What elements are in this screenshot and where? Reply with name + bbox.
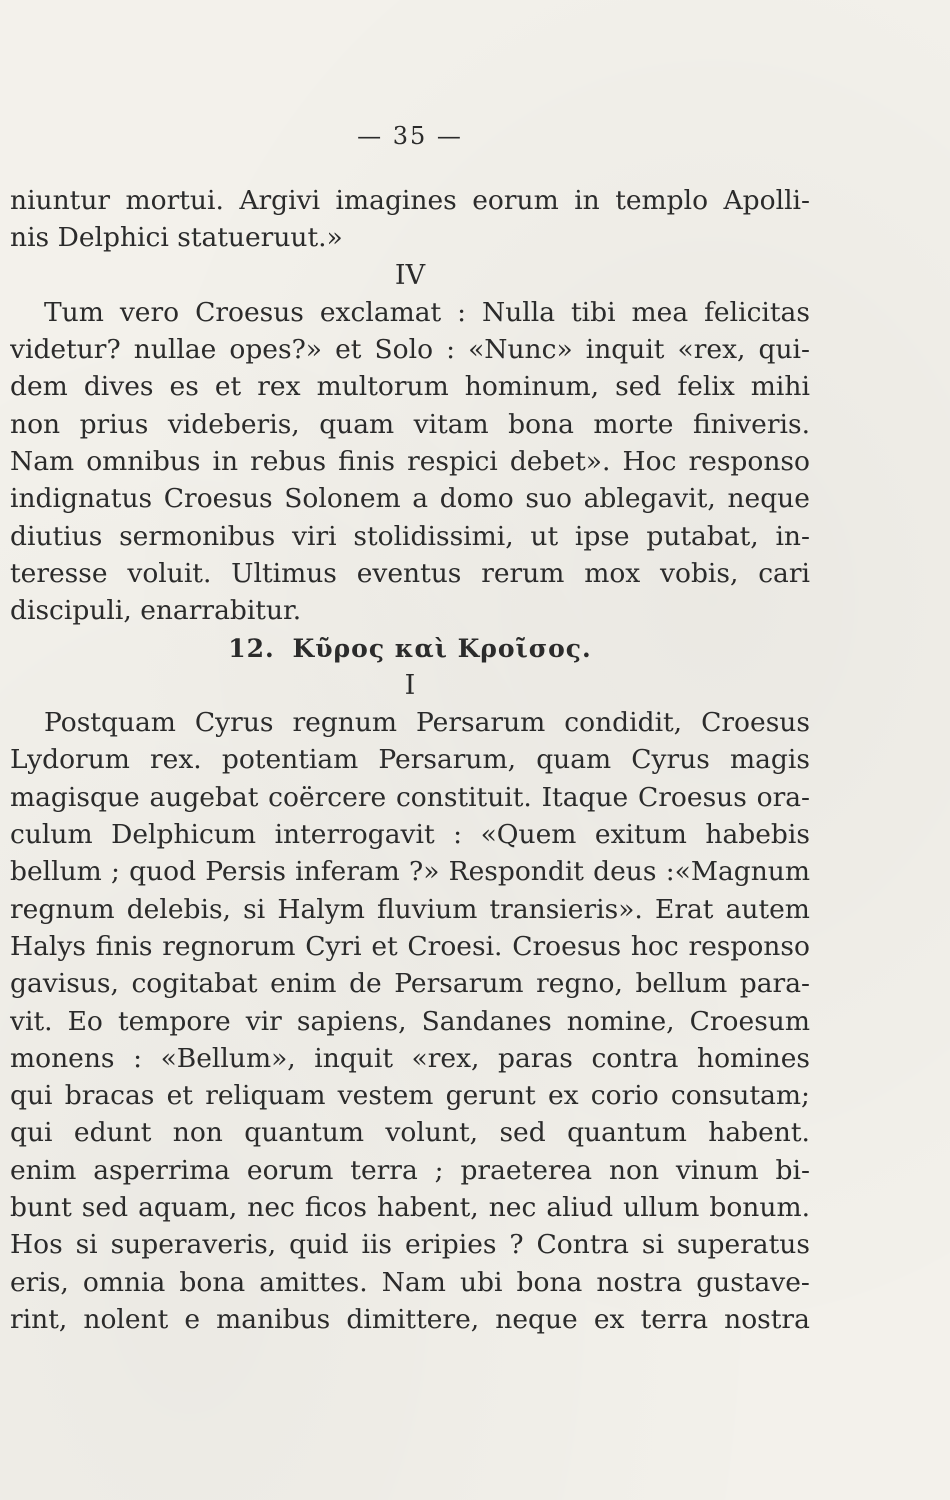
word: rint,	[10, 1303, 68, 1335]
word: non	[10, 408, 61, 440]
word: ;	[111, 856, 120, 888]
word: vobis,	[660, 557, 739, 589]
word: Solo	[374, 334, 434, 366]
text-line	[10, 331, 810, 368]
word: neque	[727, 483, 810, 515]
text-line	[10, 1040, 810, 1077]
word: reliquam	[205, 1080, 326, 1112]
word: tempore	[117, 1005, 231, 1037]
word: quam	[319, 408, 395, 440]
word: responso	[688, 930, 810, 962]
word: Croesum	[689, 1005, 810, 1037]
word: ora-	[756, 781, 810, 813]
word: non	[608, 1154, 660, 1186]
word: Nulla	[482, 296, 556, 328]
word: Argivi	[239, 185, 321, 216]
word: diutius	[10, 520, 103, 552]
word: debet».	[509, 446, 611, 478]
word: sapiens,	[296, 1005, 407, 1037]
word: habent.	[708, 1117, 810, 1149]
word: vit.	[10, 1005, 53, 1037]
text-line	[10, 816, 810, 853]
word: mea	[631, 296, 689, 328]
word: viri	[292, 520, 337, 552]
word: ut	[530, 520, 559, 552]
word: es	[169, 371, 199, 403]
word: mox	[584, 557, 641, 589]
text-line	[10, 1152, 810, 1189]
word: regnum	[10, 893, 115, 925]
word: Sandanes	[421, 1005, 552, 1037]
word: para-	[739, 968, 810, 1000]
word: mihi	[750, 371, 810, 403]
word: discipuli,	[10, 595, 141, 627]
word: indignatus	[10, 483, 153, 515]
word: praeterea	[460, 1154, 593, 1186]
word: interrogavit	[274, 819, 435, 851]
word: Persarum,	[378, 744, 517, 776]
word: bona	[516, 1266, 583, 1298]
text-line	[10, 518, 810, 555]
word: Itaque	[541, 781, 629, 813]
word: imagines	[335, 185, 457, 216]
word: Erat	[654, 893, 714, 925]
word: domo	[439, 483, 514, 515]
word: ubi	[459, 1266, 503, 1298]
word: asperrima	[93, 1154, 231, 1186]
text-line	[10, 1077, 810, 1114]
word: Hos	[10, 1229, 63, 1261]
word: deus	[593, 856, 657, 888]
word: de	[349, 968, 382, 1000]
word: qui	[10, 1117, 53, 1149]
word: sed	[499, 1117, 546, 1149]
word: qui-	[758, 334, 810, 366]
word: Persarum	[416, 707, 546, 739]
word: bunt	[10, 1192, 72, 1224]
word: culum	[10, 819, 93, 851]
text-line	[10, 1301, 810, 1338]
word: condidit,	[564, 707, 683, 739]
word: nis	[10, 222, 58, 254]
word: delebis,	[126, 893, 231, 925]
word: templo	[615, 185, 709, 216]
word: in	[574, 185, 600, 216]
word: quam	[536, 744, 612, 776]
word: vestem	[337, 1080, 434, 1112]
word: magisque	[10, 781, 140, 813]
word: :	[446, 334, 456, 366]
word: coërcere	[268, 781, 387, 813]
word: e	[184, 1303, 201, 1335]
word: omnia	[82, 1266, 166, 1298]
text-line	[10, 1264, 810, 1301]
word: sed	[615, 371, 662, 403]
word: rex.	[150, 744, 202, 776]
word: transieris».	[489, 893, 643, 925]
word: Croesus	[163, 483, 273, 515]
word: finis	[338, 446, 395, 478]
word: rerum	[481, 557, 565, 589]
word: ex	[547, 1080, 579, 1112]
word: si	[75, 1229, 98, 1261]
word: bi-	[775, 1154, 810, 1186]
word: «Bellum»,	[160, 1042, 296, 1074]
word: rex	[257, 371, 301, 403]
word: quantum	[567, 1117, 687, 1149]
word: ?	[509, 1229, 524, 1261]
word: terra	[640, 1303, 709, 1335]
chapter-title: Κῦρος καὶ Κροῖσος.	[292, 633, 592, 663]
word: superatus	[676, 1229, 810, 1261]
text-line	[10, 480, 810, 517]
text-line	[10, 368, 810, 405]
word: enim	[10, 1154, 77, 1186]
word: contra	[591, 1042, 679, 1074]
word: Cyri	[305, 930, 362, 962]
word: aliud	[546, 1192, 614, 1224]
word: «rex,	[411, 1042, 480, 1074]
word: corio	[590, 1080, 659, 1112]
section-roman-numeral: IV	[394, 259, 426, 291]
word: «Quem	[480, 819, 577, 851]
word: sermonibus	[119, 520, 276, 552]
text-line	[10, 1189, 810, 1226]
word: cari	[758, 557, 810, 589]
word: finiveris.	[692, 408, 810, 440]
word: Apolli-	[723, 185, 810, 216]
word: autem	[725, 893, 810, 925]
word: terra	[350, 1154, 418, 1186]
word: regno,	[536, 968, 623, 1000]
word: quid	[289, 1229, 349, 1261]
word: bellum	[10, 856, 102, 888]
word: voluit.	[127, 557, 212, 589]
word: niuntur	[10, 185, 111, 216]
word: bracas	[64, 1080, 155, 1112]
word: exitum	[594, 819, 687, 851]
word: ;	[434, 1154, 444, 1186]
word: vitam	[413, 408, 489, 440]
word: Croesi.	[407, 930, 503, 962]
word: homines	[697, 1042, 810, 1074]
word: eorum	[472, 185, 559, 216]
word: «rex,	[677, 334, 746, 366]
word: Croesus	[195, 296, 304, 328]
word: qui	[10, 1080, 53, 1112]
word: Persis	[205, 856, 286, 888]
word: :	[133, 1042, 142, 1074]
word: enim	[270, 968, 337, 1000]
word: a	[412, 483, 429, 515]
word: eorum	[246, 1154, 334, 1186]
word: gavisus,	[10, 968, 119, 1000]
word: Tum	[44, 296, 104, 328]
word: putabat,	[646, 520, 759, 552]
word: fluvium	[376, 893, 478, 925]
word: Croesus	[701, 707, 810, 739]
word: ex	[593, 1303, 625, 1335]
text-line	[10, 779, 810, 816]
chapter-heading	[10, 630, 810, 667]
word: magis	[730, 744, 810, 776]
text-line	[10, 853, 810, 890]
word: ullum	[623, 1192, 700, 1224]
word: vir	[245, 1005, 282, 1037]
word: Hoc	[622, 446, 677, 478]
word: Delphicum	[111, 819, 257, 851]
word: nullae	[133, 334, 217, 366]
chapter-heading-text	[228, 630, 591, 667]
word: responso	[688, 446, 810, 478]
word: cogitabat	[131, 968, 258, 1000]
word: eventus	[356, 557, 462, 589]
word: hominum,	[464, 371, 600, 403]
word: dem	[10, 371, 68, 403]
word: paras	[498, 1042, 573, 1074]
section-label-iv	[10, 257, 810, 294]
word: si	[243, 893, 266, 925]
word: quantum	[244, 1117, 365, 1149]
word: Nam	[381, 1266, 446, 1298]
word: Cyrus	[194, 707, 274, 739]
word: Contra	[536, 1229, 629, 1261]
word: opes?»	[229, 334, 323, 366]
word: multorum	[316, 371, 449, 403]
word: Halym	[277, 893, 365, 925]
text-line	[10, 741, 810, 778]
word: quod	[129, 856, 197, 888]
word: nomine,	[566, 1005, 675, 1037]
word: teresse	[10, 557, 108, 589]
word: mortui.	[125, 185, 224, 216]
section-label-i	[10, 667, 810, 704]
word: non	[172, 1117, 223, 1149]
word: et	[335, 334, 362, 366]
word: Croesus	[512, 930, 622, 962]
word: Croesus	[637, 781, 747, 813]
text-line	[10, 294, 810, 331]
word: tibi	[571, 296, 616, 328]
text-line	[10, 555, 810, 592]
word: aquam,	[138, 1192, 238, 1224]
word: et	[371, 930, 398, 962]
word: regnorum	[162, 930, 296, 962]
word: Persarum	[394, 968, 524, 1000]
word: enarrabitur.	[140, 595, 302, 627]
word: felicitas	[704, 296, 810, 328]
word: regnum	[292, 707, 398, 739]
word: omnibus	[86, 446, 201, 478]
text-line	[10, 1003, 810, 1040]
word: videberis,	[167, 408, 300, 440]
word: «Nunc»	[468, 334, 573, 366]
word: habebis	[705, 819, 810, 851]
text-line	[10, 704, 810, 741]
word: amittes.	[259, 1266, 368, 1298]
word: statueruut.»	[177, 222, 343, 254]
word: neque	[495, 1303, 578, 1335]
word: potentiam	[221, 744, 359, 776]
word: dives	[83, 371, 154, 403]
word: iis	[361, 1229, 393, 1261]
word: :	[457, 296, 467, 328]
word: suo	[525, 483, 572, 515]
word: et	[214, 371, 242, 403]
word: Respondit	[448, 856, 584, 888]
word: ablegavit,	[583, 483, 716, 515]
word: Postquam	[44, 707, 176, 739]
word: ficos	[304, 1192, 367, 1224]
word: rebus	[250, 446, 327, 478]
word: consutam;	[670, 1080, 810, 1112]
word: monens	[10, 1042, 115, 1074]
word: felix	[677, 371, 735, 403]
word: superaveris,	[110, 1229, 277, 1261]
word: gustave-	[696, 1266, 810, 1298]
text-line	[10, 891, 810, 928]
word: videtur?	[10, 334, 121, 366]
word: habent,	[377, 1192, 479, 1224]
word: dimittere,	[346, 1303, 480, 1335]
word: inquit	[585, 334, 665, 366]
word: manibus	[216, 1303, 331, 1335]
word: nolent	[83, 1303, 169, 1335]
text-line	[10, 592, 810, 629]
section-roman-numeral: I	[404, 669, 416, 701]
word: augebat	[149, 781, 259, 813]
word: :	[453, 819, 463, 851]
text-line	[10, 928, 810, 965]
word: inferam	[295, 856, 400, 888]
word: Solonem	[284, 483, 401, 515]
text-line	[10, 1114, 810, 1151]
text-line	[10, 1226, 810, 1263]
word: finis	[95, 930, 153, 962]
word: eripies	[404, 1229, 497, 1261]
word: Lydorum	[10, 744, 130, 776]
word: prius	[79, 408, 149, 440]
word: eris,	[10, 1266, 69, 1298]
word: gerunt	[445, 1080, 536, 1112]
word: exclamat	[319, 296, 442, 328]
word: Ultimus	[231, 557, 337, 589]
text-line	[10, 219, 810, 256]
word: Halys	[10, 930, 86, 962]
word: et	[166, 1080, 193, 1112]
word: hoc	[630, 930, 679, 962]
text-body	[10, 182, 810, 1338]
word: Cyrus	[631, 744, 710, 776]
word: vero	[119, 296, 180, 328]
word: nec	[247, 1192, 295, 1224]
word: in-	[775, 520, 810, 552]
word: ?»	[409, 856, 440, 888]
word: si	[641, 1229, 664, 1261]
word: inquit	[314, 1042, 393, 1074]
word: ipse	[574, 520, 630, 552]
word: respici	[407, 446, 498, 478]
page-number: — 35 —	[357, 122, 463, 150]
word: Delphici	[57, 222, 178, 254]
word: nostra	[596, 1266, 683, 1298]
word: Nam	[10, 446, 75, 478]
word: sed	[81, 1192, 129, 1224]
text-line	[10, 182, 810, 219]
word: morte	[593, 408, 674, 440]
word: nostra	[724, 1303, 810, 1335]
word: volunt,	[385, 1117, 479, 1149]
text-line	[10, 406, 810, 443]
word: bona	[508, 408, 574, 440]
text-line	[10, 965, 810, 1002]
word: bona	[179, 1266, 246, 1298]
word: vinum	[675, 1154, 759, 1186]
text-line	[10, 443, 810, 480]
word: stolidissimi,	[353, 520, 514, 552]
word: nec	[488, 1192, 537, 1224]
chapter-number: 12.	[228, 633, 275, 663]
word: bellum	[635, 968, 728, 1000]
word: in	[212, 446, 239, 478]
word: Eo	[67, 1005, 103, 1037]
word: :«Magnum	[665, 856, 810, 888]
word: bonum.	[709, 1192, 810, 1224]
word: edunt	[73, 1117, 152, 1149]
word: constituit.	[395, 781, 532, 813]
